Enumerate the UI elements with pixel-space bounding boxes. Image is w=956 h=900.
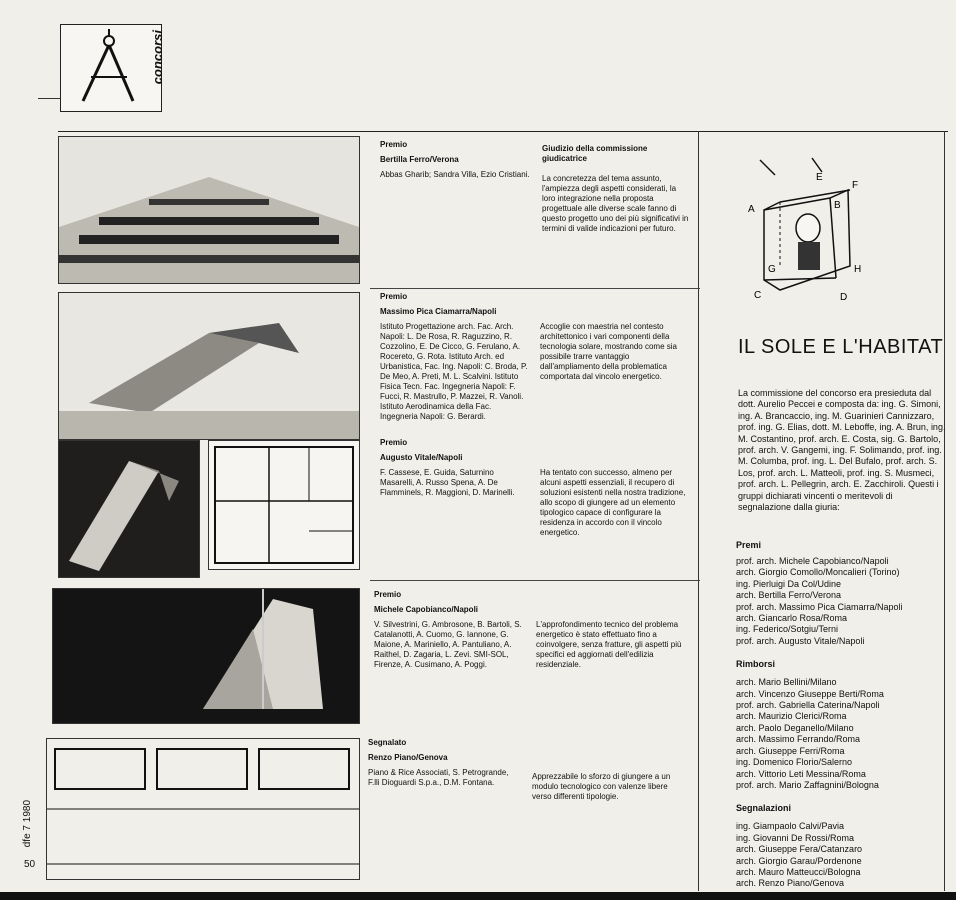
list-item: prof. arch. Gabriella Caterina/Napoli xyxy=(736,700,880,711)
section-tag: concorsi xyxy=(150,30,165,85)
list-item: arch. Renzo Piano/Genova xyxy=(736,878,845,889)
cube-letter: A xyxy=(748,204,755,215)
awards-lists xyxy=(736,540,946,890)
project-label: Premio xyxy=(374,590,402,599)
project-name: Bertilla Ferro/Verona xyxy=(380,155,459,164)
list-item: prof. arch. Mario Zaffagnini/Bologna xyxy=(736,779,879,790)
project-image-capobianco xyxy=(52,588,360,724)
judgement-text: L'approfondimento tecnico del problema energetico è stato effettuato fino a coinvolgere, senza fratture, gli aspetti più specifici ed aggiornati dell'edilizia residenziale. xyxy=(536,620,682,669)
judgement-text: Ha tentato con successo, almeno per alcuni aspetti essenziali, il recupero di soluzioni esistenti nella nostra tradizione, allo scopo di giungere ad un elemento tipologico capace di configurare la residenza in accordo con il vincolo energetico. xyxy=(540,468,686,537)
project-name: Renzo Piano/Genova xyxy=(368,753,448,762)
project-capobianco xyxy=(374,590,524,670)
premi-list xyxy=(736,556,946,647)
project-image-vitale-model xyxy=(58,440,200,578)
list-item: ing. Domenico Florio/Salerno xyxy=(736,757,853,768)
column-divider xyxy=(698,131,699,891)
cube-illustration xyxy=(740,150,940,310)
list-item: arch. Mauro Matteucci/Bologna xyxy=(736,866,861,877)
list-item: arch. Giuseppe Fera/Catanzaro xyxy=(736,844,863,855)
project-image-ferro xyxy=(58,136,360,284)
list-item: prof. arch. Michele Capobianco/Napoli xyxy=(736,556,889,566)
page-number: 50 xyxy=(24,859,36,870)
project-name: Massimo Pica Ciamarra/Napoli xyxy=(380,307,497,316)
bottom-border xyxy=(0,892,956,900)
judgement-text: Apprezzabile lo sforzo di giungere a un modulo tecnologico con valenze libere verso differenti tipologie. xyxy=(532,772,671,801)
list-item: arch. Paolo Deganello/Milano xyxy=(736,722,854,733)
project-ferro xyxy=(380,140,530,180)
project-team: Istituto Progettazione arch. Fac. Arch. Napoli: L. De Rosa, R. Raguzzino, R. Cozzolino, E. De Cicco, G. Ferulano, A. Rocereto, G. Rota. Istituto Arch. ed Urbanistica, Fac. Ing. Napoli: C. Broda, P. De Meo, A. Preti, M. L. Scalvini. Istituto Fisica Tecn. Fac. Ingegneria Napoli: F. Fucci, R. Mastrullo, P. Mazzei, R. Vanoli. Istituto Aerodinamica della Fac. Ingegneria Napoli: G. Berardi. xyxy=(380,322,528,421)
list-item: arch. Mario Bellini/Milano xyxy=(736,677,837,688)
cube-letter: E xyxy=(816,172,823,183)
project-label: Premio xyxy=(380,438,408,447)
list-item: arch. Giancarlo Rosa/Roma xyxy=(736,613,848,624)
project-team: Piano & Rice Associati, S. Petrogrande, F.lli Dioguardi S.p.a., D.M. Fontana. xyxy=(368,768,509,787)
project-vitale xyxy=(380,438,530,498)
intro-text: La commissione del concorso era presieduta dal dott. Aurelio Peccei e composta da: ing. G. Simoni, ing. A. Brancaccio, ing. M. Guarinieri Cannizzaro, prof. ing. G. Elias, dott. M. Leboffe, ing. A. Brun, ing. M. Costantino, prof. arch. E. Costa, sig. G. Bartolo, prof. arch. V. Gangemi, ing. F. Solimando, prof. ing. M. Columba, prof. ing. L. Del Bufalo, prof. arch. S. Los, prof. arch. L. Matteoli, prof. ing. S. Musmeci, prof. arch. L. Pellegrin, arch. E. Zacchiroli. Questi i gruppi dichiarati vincenti o meritevoli di segnalazione dalla giuria: xyxy=(738,388,946,513)
project-image-vitale-plan xyxy=(208,440,360,570)
project-separator xyxy=(370,288,700,289)
list-item: prof. arch. Massimo Pica Ciamarra/Napoli xyxy=(736,601,903,612)
judgement-text: Accoglie con maestria nel contesto architettonico i vari componenti della tecnologia solare, mostrando come sia possibile trarre vantaggio dall'ampliamento della problematica comportata dal vincolo energetico. xyxy=(540,322,677,381)
project-name: Augusto Vitale/Napoli xyxy=(380,453,463,462)
header-rule xyxy=(38,98,60,99)
cube-letter: C xyxy=(754,290,762,301)
compass-icon xyxy=(61,25,161,111)
segnalazioni-heading: Segnalazioni xyxy=(736,803,792,814)
issue-date: dfe 7 1980 xyxy=(22,800,33,848)
rimborsi-heading: Rimborsi xyxy=(736,659,776,670)
list-item: ing. Giovanni De Rossi/Roma xyxy=(736,832,855,843)
list-item: ing. Federico/Sotgiu/Terni xyxy=(736,624,839,635)
list-item: arch. Giuseppe Ferri/Roma xyxy=(736,745,845,756)
project-team: V. Silvestrini, G. Ambrosone, B. Bartoli, S. Catalanotti, A. Cuomo, G. Iannone, G. Maione, A. Mariniello, A. Pantuliano, A. Raithel, D. Zagaria, L. Zevi. SMI-SOL, Firenze, A. Cusimano, A. Poggi. xyxy=(374,620,522,669)
list-item: arch. Massimo Ferrando/Roma xyxy=(736,734,861,745)
cube-letter: H xyxy=(854,264,862,275)
premi-heading: Premi xyxy=(736,540,762,550)
list-item: arch. Giorgio Garau/Pordenone xyxy=(736,855,862,866)
section-logo xyxy=(60,24,162,112)
project-team: Abbas Gharib; Sandra Villa, Ezio Cristiani. xyxy=(380,170,530,179)
top-rule xyxy=(58,131,948,132)
list-item: prof. arch. Augusto Vitale/Napoli xyxy=(736,635,865,646)
list-item: arch. Maurizio Clerici/Roma xyxy=(736,711,847,722)
project-label: Premio xyxy=(380,140,408,149)
judgement-heading: Giudizio della commissione giudicatrice xyxy=(542,144,648,163)
cube-letter: D xyxy=(840,292,848,303)
project-image-piano xyxy=(46,738,360,880)
segnalazioni-list xyxy=(736,821,946,889)
list-item: arch. Vittorio Leti Messina/Roma xyxy=(736,768,866,779)
list-item: ing. Giampaolo Calvi/Pavia xyxy=(736,821,845,832)
project-pica-ciamarra xyxy=(380,292,530,422)
list-item: arch. Vincenzo Giuseppe Berti/Roma xyxy=(736,688,884,699)
article-title: IL SOLE E L'HABITAT xyxy=(738,336,944,358)
cube-letter: F xyxy=(852,180,859,191)
project-label: Segnalato xyxy=(368,738,407,747)
judgement-ferro xyxy=(542,144,692,234)
cube-letter: B xyxy=(834,200,841,211)
project-name: Michele Capobianco/Napoli xyxy=(374,605,479,614)
cube-letter: G xyxy=(768,264,776,275)
project-piano xyxy=(368,738,518,788)
list-item: arch. Giorgio Comollo/Moncalieri (Torino) xyxy=(736,567,900,578)
project-image-pica-ciamarra xyxy=(58,292,360,440)
project-label: Premio xyxy=(380,292,408,301)
list-item: ing. Pierluigi Da Col/Udine xyxy=(736,578,842,589)
list-item: arch. Bertilla Ferro/Verona xyxy=(736,590,842,601)
rimborsi-list xyxy=(736,677,946,791)
project-separator xyxy=(370,580,700,581)
judgement-text: La concretezza del tema assunto, l'ampiezza degli aspetti considerati, la loro integrazione nella proposta progettuale alle diverse scale fanno di questo progetto uno dei più significativi in termini di valide indicazioni per futuro. xyxy=(542,174,689,233)
project-team: F. Cassese, E. Guida, Saturnino Masarelli, A. Russo Spena, A. De Flamminels, R. Maggioni, D. Marinelli. xyxy=(380,468,515,497)
